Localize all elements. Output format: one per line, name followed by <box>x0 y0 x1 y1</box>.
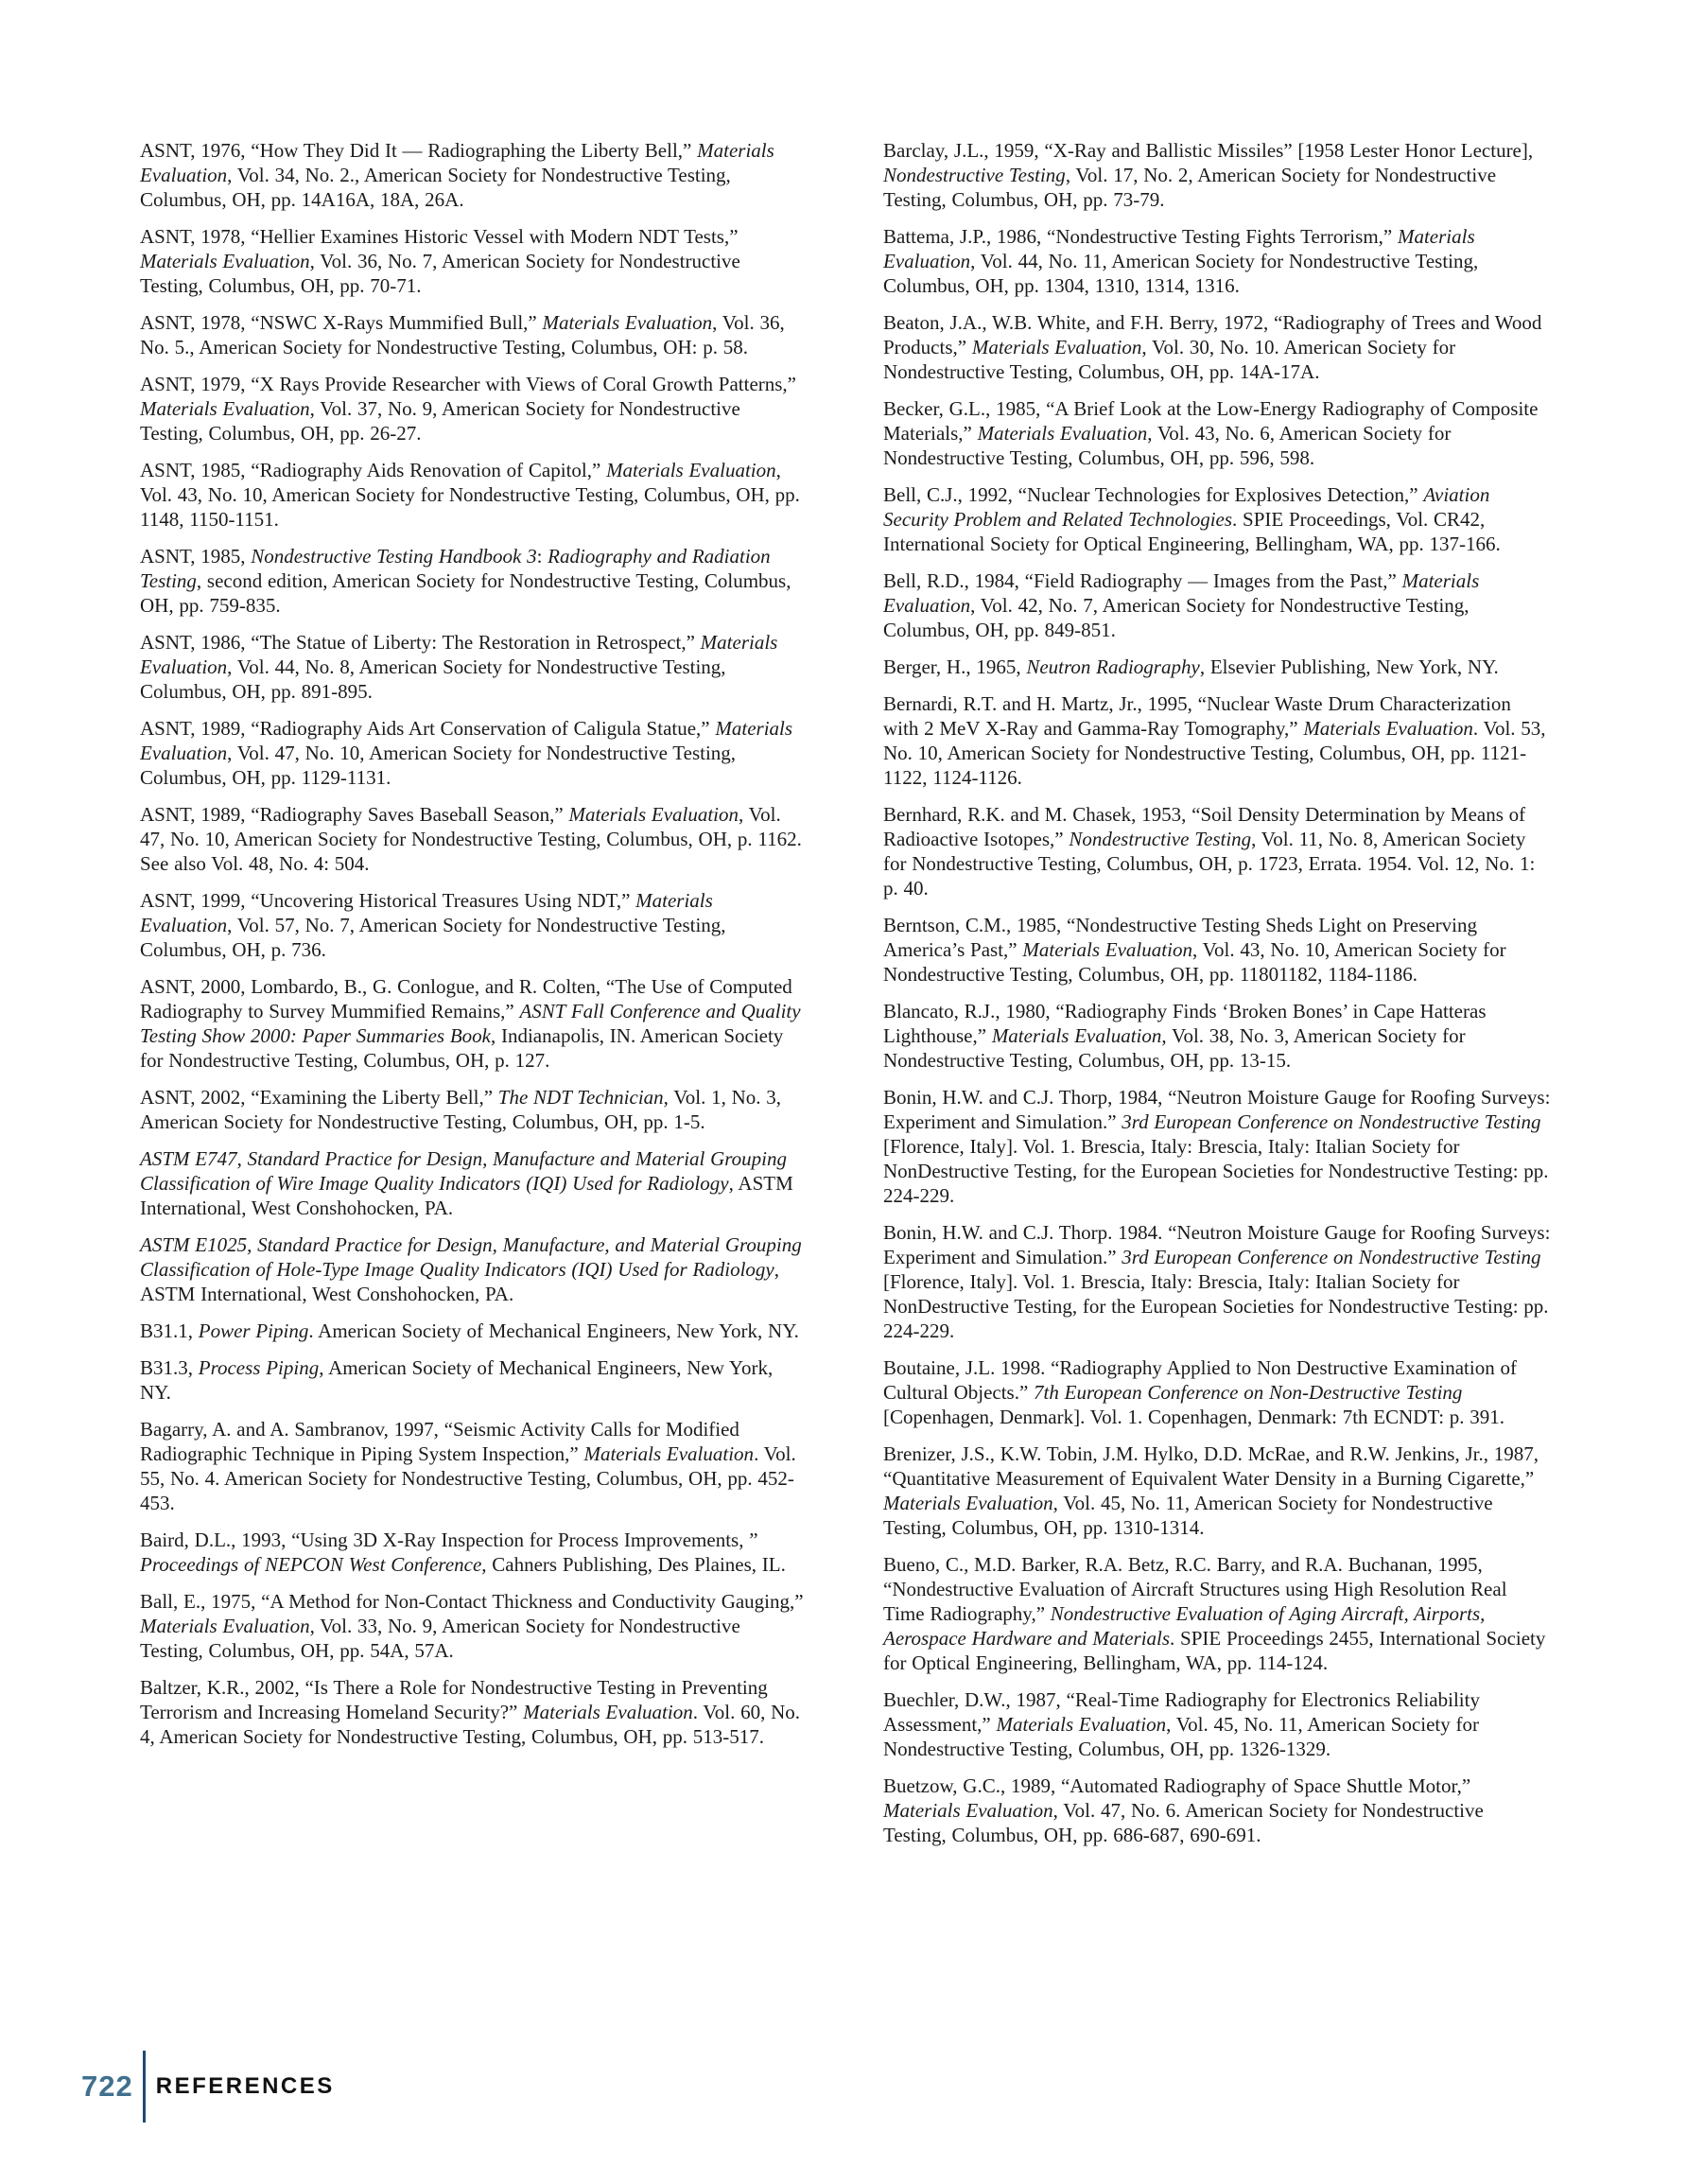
reference-text-run: , Vol. 45, No. 11, American Society for Nondestructive Testing, Columbus, OH, pp. 1310-1314. <box>883 1492 1493 1539</box>
reference-entry <box>140 802 808 876</box>
reference-title-italic: The NDT Technician <box>497 1086 664 1109</box>
reference-text-run: , Vol. 43, No. 10, American Society for Nondestructive Testing, Columbus, OH, pp. 11801182, 1184-1186. <box>883 938 1506 986</box>
reference-text-run: , Vol. 47, No. 10, American Society for Nondestructive Testing, Columbus, OH, pp. 1129-1131. <box>140 742 737 789</box>
references-column-right <box>883 138 1551 1860</box>
reference-entry <box>883 802 1551 900</box>
reference-text-run: . SPIE Proceedings 2455, International Society for Optical Engineering, Bellingham, WA, pp. 114-124. <box>883 1627 1546 1674</box>
reference-title-italic: Power Piping <box>198 1319 309 1342</box>
reference-title-italic: Nondestructive Evaluation of Aging Aircraft, Airports, Aerospace Hardware and Materials <box>883 1602 1486 1650</box>
reference-text-run: . Vol. 60, No. 4, American Society for Nondestructive Testing, Columbus, OH, pp. 513-517. <box>140 1701 801 1748</box>
reference-text-run: , second edition, American Society for Nondestructive Testing, Columbus, OH, pp. 759-835. <box>140 569 791 617</box>
reference-text-run: , Vol. 17, No. 2, American Society for Nondestructive Testing, Columbus, OH, pp. 73-79. <box>883 164 1497 211</box>
reference-entry <box>140 974 808 1073</box>
reference-title-italic: Nondestructive Testing <box>1069 828 1252 850</box>
reference-title-italic: 3rd European Conference on Nondestructive Testing <box>1122 1246 1541 1268</box>
reference-text-run: , Vol. 44, No. 8, American Society for Nondestructive Testing, Columbus, OH, pp. 891-895. <box>140 655 726 703</box>
reference-text-run: Bell, R.D., 1984, “Field Radiography — Images from the Past,” <box>883 569 1402 592</box>
reference-text-run: Bagarry, A. and A. Sambranov, 1997, “Seismic Activity Calls for Modified Radiographic Technique in Piping System Inspection,” <box>140 1418 739 1465</box>
reference-title-italic: Nondestructive Testing <box>883 164 1066 186</box>
reference-entry <box>140 372 808 446</box>
reference-title-italic: Materials Evaluation <box>140 717 793 764</box>
reference-entry <box>140 716 808 790</box>
reference-entry <box>140 458 808 532</box>
reference-text-run: Bernhard, R.K. and M. Chasek, 1953, “Soil Density Determination by Means of Radioactive Isotopes,” <box>883 803 1526 850</box>
reference-entry <box>140 1085 808 1134</box>
reference-text-run: , Vol. 45, No. 11, American Society for Nondestructive Testing, Columbus, OH, pp. 1326-1329. <box>883 1713 1479 1760</box>
reference-title-italic: Materials Evaluation <box>883 1799 1053 1822</box>
reference-text-run: , Vol. 34, No. 2., American Society for Nondestructive Testing, Columbus, OH, pp. 14A16A, 18A, 26A. <box>140 164 731 211</box>
reference-text-run: Berntson, C.M., 1985, “Nondestructive Testing Sheds Light on Preserving America’s Past,” <box>883 914 1478 961</box>
reference-text-run: ASNT, 1978, “NSWC X-Rays Mummified Bull,” <box>140 311 543 334</box>
reference-text-run: , Vol. 36, No. 5., American Society for Nondestructive Testing, Columbus, OH: p. 58. <box>140 311 785 358</box>
reference-text-run: Buetzow, G.C., 1989, “Automated Radiography of Space Shuttle Motor,” <box>883 1774 1471 1797</box>
reference-title-italic: Proceedings of NEPCON West Conference <box>140 1553 482 1576</box>
reference-entry <box>140 1589 808 1663</box>
reference-text-run: ASNT, 1979, “X Rays Provide Researcher with Views of Coral Growth Patterns,” <box>140 373 796 395</box>
reference-entry <box>140 310 808 359</box>
reference-text-run: Bell, C.J., 1992, “Nuclear Technologies for Explosives Detection,” <box>883 483 1424 506</box>
reference-title-italic: Materials Evaluation <box>1022 938 1192 961</box>
reference-entry <box>883 999 1551 1073</box>
reference-entry <box>883 1552 1551 1675</box>
reference-entry <box>883 138 1551 212</box>
reference-text-run: ASNT, 1989, “Radiography Saves Baseball Season,” <box>140 803 569 826</box>
reference-title-italic: Materials Evaluation <box>140 1615 310 1637</box>
reference-text-run: , ASTM International, West Conshohocken, PA. <box>140 1172 793 1219</box>
reference-text-run: Bonin, H.W. and C.J. Thorp, 1984, “Neutron Moisture Gauge for Roofing Surveys: Experiment and Simulation.” <box>883 1086 1551 1133</box>
reference-title-italic: Materials Evaluation <box>996 1713 1167 1736</box>
reference-title-italic: 3rd European Conference on Nondestructive Testing <box>1122 1110 1541 1133</box>
reference-title-italic: Materials Evaluation <box>140 889 713 936</box>
reference-entry <box>140 224 808 298</box>
reference-text-run: Beaton, J.A., W.B. White, and F.H. Berry, 1972, “Radiography of Trees and Wood Products,” <box>883 311 1542 358</box>
reference-title-italic: Materials Evaluation <box>977 422 1148 445</box>
reference-text-run: ASNT, 1985, “Radiography Aids Renovation of Capitol,” <box>140 459 607 481</box>
references-columns <box>140 138 1551 1860</box>
reference-title-italic: Radiography and Radiation Testing <box>140 545 771 592</box>
reference-title-italic: Materials Evaluation <box>140 397 310 420</box>
reference-entry <box>140 1675 808 1749</box>
reference-text-run: , Vol. 37, No. 9, American Society for Nondestructive Testing, Columbus, OH, pp. 26-27. <box>140 397 740 445</box>
reference-entry <box>883 691 1551 790</box>
reference-text-run: , Vol. 47, No. 6. American Society for Nondestructive Testing, Columbus, OH, pp. 686-687, 690-691. <box>883 1799 1484 1846</box>
footer-divider <box>143 2051 146 2123</box>
reference-text-run: , Vol. 47, No. 10, American Society for Nondestructive Testing, Columbus, OH, p. 1162. See also Vol. 48, No. 4: 504. <box>140 803 802 875</box>
page-footer <box>81 2051 335 2123</box>
reference-text-run: ASNT, 1989, “Radiography Aids Art Conservation of Caligula Statue,” <box>140 717 716 740</box>
reference-text-run: . Vol. 53, No. 10, American Society for Nondestructive Testing, Columbus, OH, pp. 1121-1122, 1124-1126. <box>883 717 1546 789</box>
reference-entry <box>140 1528 808 1577</box>
reference-text-run: Buechler, D.W., 1987, “Real-Time Radiography for Electronics Reliability Assessment,” <box>883 1688 1480 1736</box>
reference-title-italic: Nondestructive Testing Handbook 3 <box>251 545 537 568</box>
reference-entry <box>883 1355 1551 1429</box>
section-title: REFERENCES <box>155 2073 335 2099</box>
reference-title-italic: Materials Evaluation <box>606 459 776 481</box>
reference-title-italic: Materials Evaluation <box>971 336 1142 358</box>
reference-text-run: ASNT, 2000, Lombardo, B., G. Conlogue, and R. Colten, “The Use of Computed Radiography to Survey Mummified Remains,” <box>140 975 792 1022</box>
reference-title-italic: Materials Evaluation <box>523 1701 693 1723</box>
page-number: 722 <box>81 2070 133 2103</box>
reference-text-run: , Vol. 33, No. 9, American Society for Nondestructive Testing, Columbus, OH, pp. 54A, 57A. <box>140 1615 740 1662</box>
reference-entry <box>140 544 808 618</box>
reference-text-run: Bueno, C., M.D. Barker, R.A. Betz, R.C. Barry, and R.A. Buchanan, 1995, “Nondestructive Evaluation of Aircraft Structures using High Resolution Real Time Radiography,” <box>883 1553 1507 1625</box>
reference-title-italic: ASTM E1025, Standard Practice for Design, Manufacture, and Material Grouping Classification of Hole-Type Image Quality Indicators (IQI) Used for Radiology <box>140 1233 802 1281</box>
reference-text-run: ASNT, 1999, “Uncovering Historical Treasures Using NDT,” <box>140 889 636 912</box>
reference-title-italic: Materials Evaluation <box>883 569 1480 617</box>
reference-entry <box>883 1220 1551 1343</box>
reference-title-italic: Materials Evaluation <box>583 1442 755 1465</box>
reference-text-run: , Vol. 44, No. 11, American Society for Nondestructive Testing, Columbus, OH, pp. 1304, 1310, 1314, 1316. <box>883 250 1479 297</box>
reference-entry <box>140 1355 808 1405</box>
reference-entry <box>883 568 1551 642</box>
reference-text-run: ASNT, 1976, “How They Did It — Radiographing the Liberty Bell,” <box>140 139 698 162</box>
reference-text-run: , Vol. 43, No. 6, American Society for Nondestructive Testing, Columbus, OH, pp. 596, 598. <box>883 422 1452 469</box>
reference-text-run: , Vol. 38, No. 3, American Society for Nondestructive Testing, Columbus, OH, pp. 13-15. <box>883 1024 1466 1072</box>
reference-entry <box>883 1773 1551 1847</box>
reference-text-run: , Vol. 43, No. 10, American Society for Nondestructive Testing, Columbus, OH, pp. 1148, 1150-1151. <box>140 459 800 531</box>
reference-text-run: , Vol. 1, No. 3, American Society for Nondestructive Testing, Columbus, OH, pp. 1-5. <box>140 1086 781 1133</box>
reference-text-run: ASNT, 1986, “The Statue of Liberty: The Restoration in Retrospect,” <box>140 631 701 654</box>
reference-entry <box>883 310 1551 384</box>
reference-title-italic: Neutron Radiography <box>1026 655 1200 678</box>
reference-text-run: , Vol. 11, No. 8, American Society for Nondestructive Testing, Columbus, OH, p. 1723, Errata. 1954. Vol. 12, No. 1: p. 40. <box>883 828 1536 900</box>
reference-title-italic: Materials Evaluation <box>568 803 739 826</box>
reference-entry <box>140 888 808 962</box>
reference-text-run: , Elsevier Publishing, New York, NY. <box>1199 655 1499 678</box>
reference-text-run: , American Society of Mechanical Engineers, New York, NY. <box>140 1356 774 1404</box>
reference-text-run: Boutaine, J.L. 1998. “Radiography Applied to Non Destructive Examination of Cultural Objects.” <box>883 1356 1517 1404</box>
reference-entry <box>883 913 1551 987</box>
reference-text-run: , ASTM International, West Conshohocken, PA. <box>140 1258 780 1305</box>
reference-text-run: [Florence, Italy]. Vol. 1. Brescia, Italy: Brescia, Italy: Italian Society for NonDestructive Testing, for the European Societies for Nondestructive Testing: pp. 224-229. <box>883 1270 1549 1342</box>
reference-entry <box>883 482 1551 556</box>
reference-entry <box>140 138 808 212</box>
reference-text-run: Battema, J.P., 1986, “Nondestructive Testing Fights Terrorism,” <box>883 225 1398 248</box>
reference-text-run: Blancato, R.J., 1980, “Radiography Finds ‘Broken Bones’ in Cape Hatteras Lighthouse,” <box>883 1000 1487 1047</box>
reference-entry <box>140 1232 808 1306</box>
references-column-left <box>140 138 808 1860</box>
reference-title-italic: 7th European Conference on Non-Destructive Testing <box>1034 1381 1463 1404</box>
reference-text-run: [Copenhagen, Denmark]. Vol. 1. Copenhagen, Denmark: 7th ECNDT: p. 391. <box>883 1406 1505 1428</box>
reference-text-run: ASNT, 2002, “Examining the Liberty Bell,” <box>140 1086 498 1109</box>
reference-text-run: Barclay, J.L., 1959, “X-Ray and Ballistic Missiles” [1958 Lester Honor Lecture], <box>883 139 1534 162</box>
reference-text-run: Baltzer, K.R., 2002, “Is There a Role for Nondestructive Testing in Preventing Terrorism and Increasing Homeland Security?” <box>140 1676 768 1723</box>
reference-title-italic: Materials Evaluation <box>883 1492 1053 1514</box>
reference-text-run: , Vol. 42, No. 7, American Society for Nondestructive Testing, Columbus, OH, pp. 849-851. <box>883 594 1470 641</box>
reference-title-italic: Process Piping <box>198 1356 320 1379</box>
reference-title-italic: Materials Evaluation <box>1303 717 1473 740</box>
reference-text-run: . SPIE Proceedings, Vol. CR42, International Society for Optical Engineering, Bellingham, WA, pp. 137-166. <box>883 508 1501 555</box>
reference-entry <box>140 1417 808 1515</box>
reference-title-italic: ASNT Fall Conference and Quality Testing Show 2000: Paper Summaries Book <box>140 1000 801 1047</box>
reference-text-run: Becker, G.L., 1985, “A Brief Look at the Low-Energy Radiography of Composite Materials,” <box>883 397 1539 445</box>
reference-entry <box>140 1146 808 1220</box>
reference-text-run: Ball, E., 1975, “A Method for Non-Contact Thickness and Conductivity Gauging,” <box>140 1590 804 1613</box>
reference-entry <box>883 1441 1551 1540</box>
reference-text-run: , Indianapolis, IN. American Society for Nondestructive Testing, Columbus, OH, p. 127. <box>140 1024 784 1072</box>
reference-text-run: , Vol. 57, No. 7, American Society for Nondestructive Testing, Columbus, OH, p. 736. <box>140 914 726 961</box>
reference-entry <box>883 224 1551 298</box>
reference-text-run: , Vol. 36, No. 7, American Society for Nondestructive Testing, Columbus, OH, pp. 70-71. <box>140 250 740 297</box>
reference-text-run: B31.3, <box>140 1356 199 1379</box>
reference-title-italic: Materials Evaluation <box>140 250 310 272</box>
reference-text-run: B31.1, <box>140 1319 199 1342</box>
reference-title-italic: Materials Evaluation <box>140 631 778 678</box>
reference-text-run: : <box>536 545 548 568</box>
reference-title-italic: Aviation Security Problem and Related Technologies <box>883 483 1490 531</box>
reference-title-italic: ASTM E747, Standard Practice for Design, Manufacture and Material Grouping Classification of Wire Image Quality Indicators (IQI) Used for Radiology <box>140 1147 788 1195</box>
reference-title-italic: Materials Evaluation <box>140 139 774 186</box>
reference-text-run: , Vol. 30, No. 10. American Society for Nondestructive Testing, Columbus, OH, pp. 14A-17A. <box>883 336 1456 383</box>
reference-title-italic: Materials Evaluation <box>883 225 1475 272</box>
reference-entry <box>140 1319 808 1343</box>
reference-entry <box>883 1085 1551 1208</box>
reference-text-run: Berger, H., 1965, <box>883 655 1027 678</box>
reference-text-run: [Florence, Italy]. Vol. 1. Brescia, Italy: Brescia, Italy: Italian Society for NonDestructive Testing, for the European Societies for Nondestructive Testing: pp. 224-229. <box>883 1135 1549 1207</box>
reference-entry <box>883 1687 1551 1761</box>
reference-text-run: Bonin, H.W. and C.J. Thorp. 1984. “Neutron Moisture Gauge for Roofing Surveys: Experiment and Simulation.” <box>883 1221 1551 1268</box>
reference-text-run: Baird, D.L., 1993, “Using 3D X-Ray Inspection for Process Improvements, ” <box>140 1529 758 1551</box>
reference-entry <box>883 655 1551 679</box>
reference-text-run: . Vol. 55, No. 4. American Society for Nondestructive Testing, Columbus, OH, pp. 452-453. <box>140 1442 796 1514</box>
reference-title-italic: Materials Evaluation <box>991 1024 1162 1047</box>
reference-entry <box>140 630 808 704</box>
reference-text-run: , Cahners Publishing, Des Plaines, IL. <box>481 1553 786 1576</box>
reference-entry <box>883 396 1551 470</box>
reference-text-run: Bernardi, R.T. and H. Martz, Jr., 1995, “Nuclear Waste Drum Characterization with 2 MeV X-Ray and Gamma-Ray Tomography,” <box>883 692 1511 740</box>
reference-text-run: . American Society of Mechanical Engineers, New York, NY. <box>308 1319 799 1342</box>
reference-text-run: ASNT, 1978, “Hellier Examines Historic Vessel with Modern NDT Tests,” <box>140 225 739 248</box>
reference-text-run: ASNT, 1985, <box>140 545 252 568</box>
reference-text-run: Brenizer, J.S., K.W. Tobin, J.M. Hylko, D.D. McRae, and R.W. Jenkins, Jr., 1987, “Quantitative Measurement of Equivalent Water Density in a Burning Cigarette,” <box>883 1442 1539 1490</box>
reference-title-italic: Materials Evaluation <box>542 311 713 334</box>
